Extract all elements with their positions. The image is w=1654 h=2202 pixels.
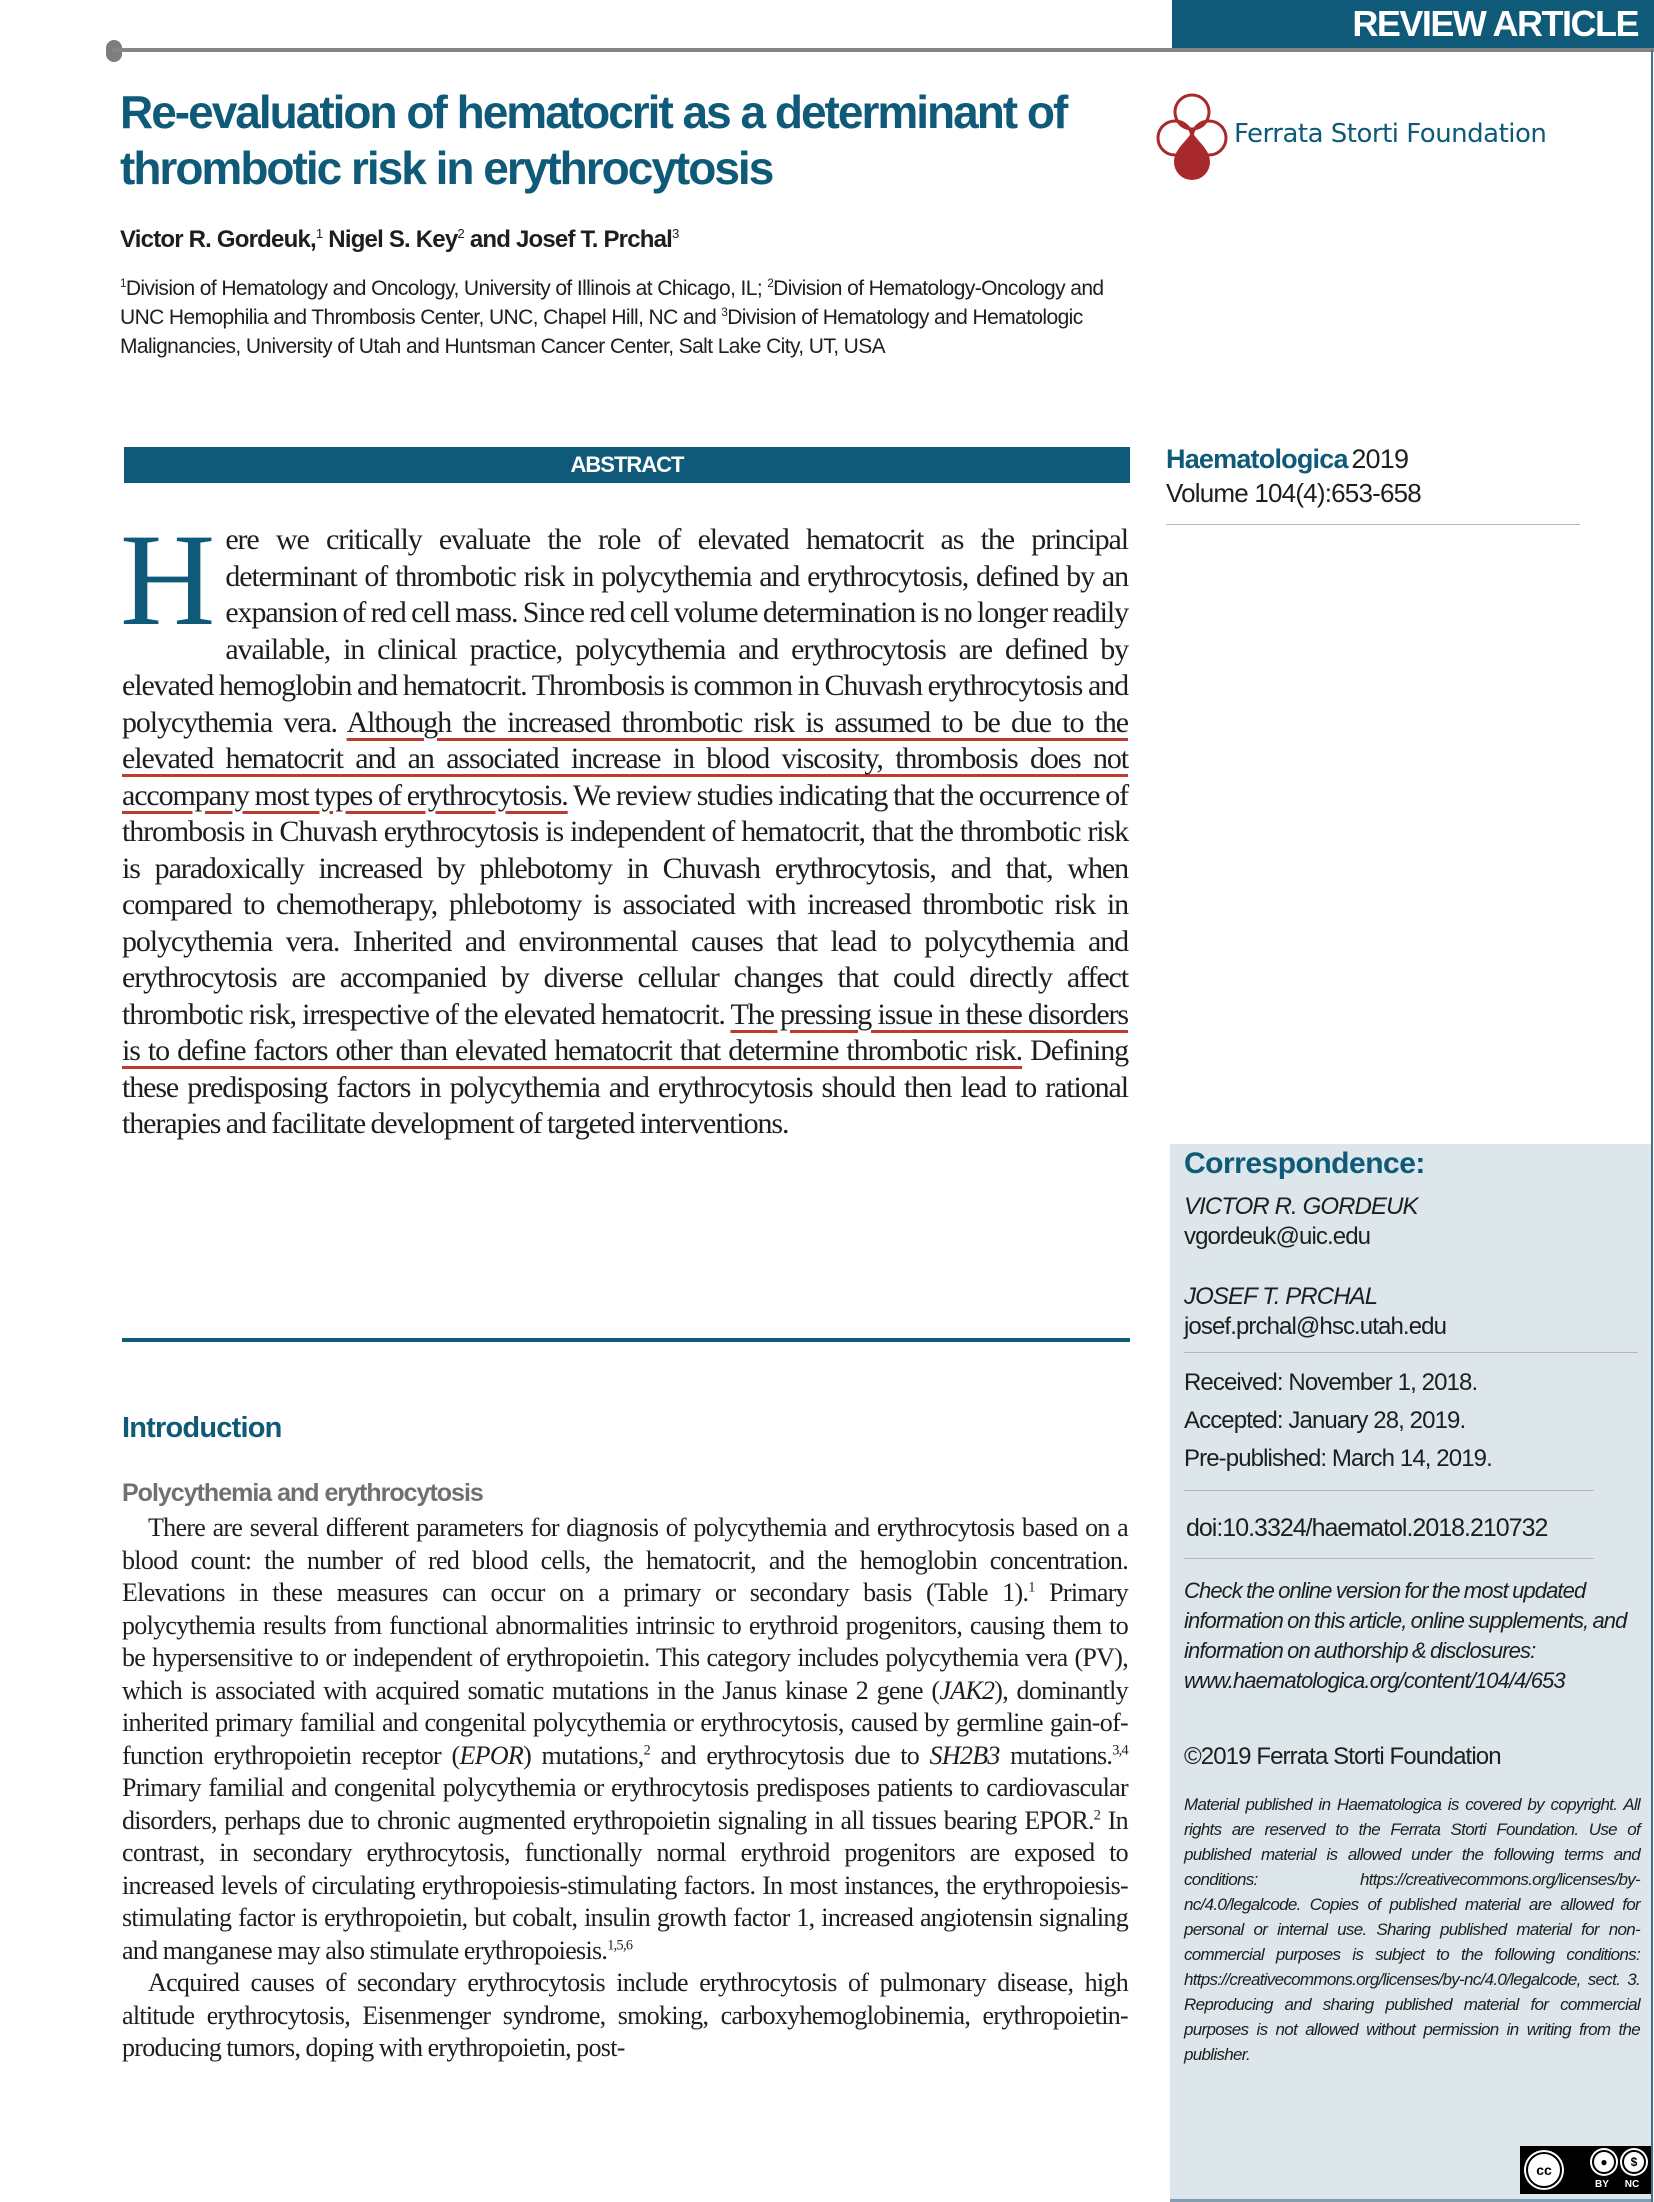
creative-commons-icon: cc: [1526, 2152, 1562, 2188]
author-name: Nigel S. Key: [322, 226, 458, 253]
affil-number: 1: [120, 278, 126, 290]
affil-number: 2: [767, 278, 774, 290]
citation-ref[interactable]: 3,4: [1112, 1741, 1128, 1758]
gene-name: SH2B3: [929, 1740, 1000, 1770]
text-run: ) mutations,: [523, 1740, 644, 1770]
author-name: Victor R. Gordeuk,: [120, 226, 316, 253]
affiliation: Division of Hematology and Hematologic Malignancies, University of Utah and Huntsman Cancer Center, Salt Lake City, UT, USA: [120, 306, 1083, 358]
doi-link[interactable]: doi:10.3324/haematol.2018.210732: [1186, 1514, 1548, 1542]
abstract-text: ere we critically evaluate the role of elevated hematocrit as the principal determinant of thrombotic risk in polycythemia and erythrocytosis, defined by an expansion of red cell mass. Since red cell volume determination is no longer readily available, in clinical practice, polycythemia and erythrocytosis are defined by elevated hemoglobin and hematocrit. Thrombosis is common in Chuvash erythrocytosis and polycythemia vera.: [122, 523, 1128, 739]
received-date: Received: November 1, 2018.: [1184, 1369, 1478, 1396]
abstract-text: Defining these predisposing factors in polycythemia and erythrocytosis should then lead to rational therapies and facilitate development of targeted interventions.: [122, 1034, 1128, 1140]
text-run: mutations.: [999, 1740, 1113, 1770]
affiliation: Division of Hematology-Oncology and UNC Hemophilia and Thrombosis Center, UNC, Chapel Hill, NC and: [120, 277, 1104, 329]
article-type-label: REVIEW ARTICLE: [1352, 3, 1638, 44]
contact-name: JOSEF T. PRCHAL: [1184, 1283, 1378, 1310]
article-title: Re-evaluation of hematocrit as a determinant of thrombotic risk in erythrocytosis: [120, 86, 1067, 194]
affil-number: 3: [721, 307, 728, 319]
author-name: and Josef T. Prchal: [463, 226, 673, 253]
online-version-note: Check the online version for the most updated information on this article, online supplements, and information on authorship & disclosures: www.haematologica.org/content/104/4/653: [1184, 1578, 1627, 1693]
cc-by-nc-badge[interactable]: [1520, 2146, 1651, 2194]
affiliations: [120, 274, 1120, 361]
author-affil-ref: 3: [672, 226, 679, 241]
publisher-name: Ferrata Storti Foundation: [1234, 119, 1547, 149]
abstract-heading-bar: [124, 447, 1130, 483]
accepted-date: Accepted: January 28, 2019.: [1184, 1407, 1466, 1434]
gene-name: JAK2: [939, 1675, 995, 1705]
attribution-icon: ●: [1592, 2150, 1616, 2174]
license-text: Material published in Haematologica is covered by copyright. All rights are reserved to the Ferrata Storti Foundation. Use of published material is allowed under the following terms and conditions: https://creativecommons.org/licenses/by-nc/4.0/legalcode. Copies of published material are allowed for personal or internal use. Sharing published material for non-commercial purposes is subject to the following conditions: https://creativecommons.org/licenses/by-nc/4.0/legalcode, sect. 3. Reproducing and sharing published material for commercial purposes is not allowed without permission in writing from the publisher.: [1184, 1795, 1640, 2064]
page-edge-rule: [1651, 50, 1653, 2202]
abstract-divider: [122, 1338, 1130, 1342]
text-run: In contrast, in secondary erythrocytosis, functionally normal erythroid progenitors are exposed to increased levels of circulating erythropoiesis-stimulating factors. In most instances, the erythropoiesis-stimulating factor is erythropoietin, but cobalt, insulin growth factor 1, increased angiotensin signaling and manganese may also stimulate erythropoiesis.: [122, 1805, 1128, 1965]
journal-year: 2019: [1351, 444, 1409, 474]
gene-name: EPOR: [459, 1740, 524, 1770]
journal-volume: Volume 104(4):653-658: [1166, 478, 1421, 508]
sidebar-divider: [1184, 1352, 1638, 1353]
citation-ref[interactable]: 1,5,6: [607, 1936, 633, 1953]
correspondence-heading: Correspondence:: [1184, 1147, 1425, 1180]
journal-citation: [1166, 442, 1636, 510]
text-run: and erythrocytosis due to: [650, 1740, 930, 1770]
highlighted-sentence: Although the increased thrombotic risk is assumed to be due to the elevated hematocrit and an associated increase in blood viscosity, thrombosis does not accompany most types of erythrocytosis.: [122, 705, 1128, 812]
by-label: BY: [1595, 2179, 1609, 2190]
affiliation: Division of Hematology and Oncology, University of Illinois at Chicago, IL;: [125, 277, 768, 300]
contact-email[interactable]: josef.prchal@hsc.utah.edu: [1184, 1313, 1447, 1340]
publication-dates: [1184, 1364, 1634, 1478]
text-run: ), dominantly inherited primary familial and congenital polycythemia or erythrocytosis, caused by germline gain-of-function erythropoietin receptor (: [122, 1675, 1128, 1770]
correspondence-contact: [1184, 1192, 1634, 1252]
abstract-body: [120, 506, 1129, 1322]
section-heading-introduction: Introduction: [122, 1412, 282, 1444]
citation-ref[interactable]: 2: [1093, 1806, 1101, 1823]
journal-name: Haematologica: [1166, 444, 1348, 474]
sidebar-divider: [1184, 1558, 1594, 1559]
drop-cap: H: [120, 506, 216, 653]
author-list: [120, 225, 1120, 255]
abstract-heading: ABSTRACT: [570, 452, 684, 477]
header-rule: [112, 48, 1654, 52]
journal-divider: [1166, 524, 1580, 525]
correspondence-contact: [1184, 1282, 1634, 1342]
subsection-heading: Polycythemia and erythrocytosis: [122, 1479, 483, 1507]
article-type-banner: [1172, 0, 1654, 50]
non-commercial-icon: $: [1622, 2150, 1646, 2174]
text-run: Primary polycythemia results from functional abnormalities intrinsic to erythroid progenitors, causing them to be hypersensitive to or independent of erythropoietin. This category includes polycythemia vera (PV), which is associated with acquired somatic mutations in the Janus kinase 2 gene (: [122, 1578, 1128, 1705]
citation-ref[interactable]: 2: [643, 1741, 651, 1758]
highlighted-sentence: The pressing issue in these disorders is to define factors other than elevated hematocrit that determine thrombotic risk.: [122, 997, 1129, 1067]
abstract-text: We review studies indicating that the occurrence of thrombosis in Chuvash erythrocytosis is independent of hematocrit, that the thrombotic risk is paradoxically increased by phlebotomy in Chuvash erythrocytosis, and that, when compared to chemotherapy, phlebotomy is associated with increased thrombotic risk in polycythemia vera. Inherited and environmental causes that lead to polycythemia and erythrocytosis are accompanied by diverse cellular changes that could directly affect thrombotic risk, irrespective of the elevated hematocrit.: [122, 778, 1128, 1031]
publisher-logo: [1154, 88, 1650, 182]
citation-ref[interactable]: 1: [1028, 1579, 1035, 1596]
author-affil-ref: 1: [315, 226, 323, 241]
ferrata-storti-logo-icon: [1154, 88, 1230, 182]
nc-label: NC: [1624, 2179, 1640, 2190]
paragraph: Acquired causes of secondary erythrocytosis include erythrocytosis of pulmonary disease, high altitude erythrocytosis, Eisenmenger syndrome, smoking, carboxyhemoglobinemia, erythropoietin-producing tumors, doping with erythropoietin, post-: [122, 1968, 1128, 2062]
author-affil-ref: 2: [457, 226, 464, 241]
text-run: Primary familial and congenital polycythemia or erythrocytosis predisposes patients to cardiovascular disorders, perhaps due to chronic augmented erythropoietin signaling in all tissues bearing EPOR.: [122, 1773, 1128, 1835]
contact-name: VICTOR R. GORDEUK: [1184, 1193, 1418, 1220]
copyright-notice: ©2019 Ferrata Storti Foundation: [1184, 1743, 1501, 1770]
contact-email[interactable]: vgordeuk@uic.edu: [1184, 1223, 1371, 1250]
paragraph: [122, 1512, 1128, 1967]
sidebar-divider: [1184, 1490, 1594, 1491]
text-run: There are several different parameters for diagnosis of polycythemia and erythrocytosis based on a blood count: the number of red blood cells, the hematocrit, and the hemoglobin concentration. Elevations in these measures can occur on a primary or secondary basis (Table 1).: [122, 1513, 1128, 1607]
prepublished-date: Pre-published: March 14, 2019.: [1184, 1445, 1492, 1472]
introduction-body: [122, 1512, 1128, 2065]
